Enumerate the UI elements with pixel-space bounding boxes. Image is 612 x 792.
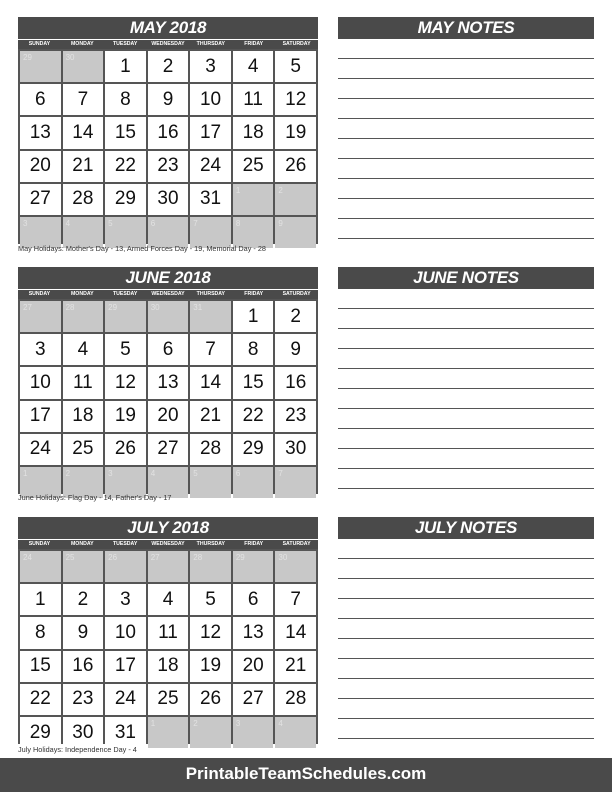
day-cell: 5 [105, 334, 146, 365]
day-cell: 19 [190, 651, 231, 682]
note-line [338, 698, 594, 699]
notes-lines [338, 58, 594, 239]
weekday-header [18, 539, 318, 549]
day-cell-other-month [20, 301, 61, 332]
day-cell-other-month [233, 184, 274, 215]
day-cell: 16 [63, 651, 104, 682]
day-cell: 15 [20, 651, 61, 682]
day-cell: 24 [20, 434, 61, 465]
day-cell: 11 [148, 617, 189, 648]
weekday-label: MONDAY [70, 291, 94, 297]
day-cell: 7 [63, 84, 104, 115]
day-cell: 17 [190, 117, 231, 148]
note-line [338, 658, 594, 659]
note-line [338, 218, 594, 219]
footer-site-name: PrintableTeamSchedules.com [0, 758, 612, 792]
day-number: 1 [23, 468, 28, 478]
weekday-label: THURSDAY [196, 41, 226, 47]
day-number: 27 [23, 303, 32, 312]
day-number: 29 [108, 303, 118, 312]
day-cell: 6 [148, 334, 189, 365]
note-line [338, 448, 594, 449]
day-cell: 13 [233, 617, 274, 648]
day-cell: 25 [233, 151, 274, 182]
day-cell: 31 [105, 717, 146, 748]
day-cell: 14 [275, 617, 316, 648]
day-cell-other-month [148, 301, 189, 332]
note-line [338, 678, 594, 679]
day-cell: 13 [148, 367, 189, 398]
day-cell: 21 [63, 151, 104, 182]
day-cell: 14 [63, 117, 104, 148]
day-cell: 10 [105, 617, 146, 648]
day-cell: 26 [190, 684, 231, 715]
day-cell: 17 [105, 651, 146, 682]
day-cell: 21 [190, 401, 231, 432]
weekday-label: SUNDAY [28, 291, 51, 297]
day-number: 31 [193, 303, 203, 312]
day-cell: 10 [190, 84, 231, 115]
day-cell: 18 [148, 651, 189, 682]
day-number: 29 [23, 53, 32, 62]
day-number: 30 [65, 53, 75, 62]
day-grid [18, 549, 318, 744]
day-number: 3 [235, 718, 241, 728]
day-cell: 12 [275, 84, 316, 115]
note-line [338, 718, 594, 719]
weekday-label: MONDAY [70, 41, 94, 47]
weekday-label: FRIDAY [244, 41, 264, 47]
day-cell: 2 [148, 51, 189, 82]
day-cell: 23 [148, 151, 189, 182]
weekday-label: WEDNESDAY [151, 541, 185, 547]
day-cell: 6 [233, 584, 274, 615]
day-number: 6 [150, 218, 156, 228]
july-notes [338, 517, 594, 739]
day-number: 3 [108, 468, 113, 478]
day-cell: 4 [233, 51, 274, 82]
day-number: 7 [193, 218, 198, 228]
day-grid [18, 49, 318, 244]
weekday-label: WEDNESDAY [151, 291, 185, 297]
weekday-label: SATURDAY [282, 291, 311, 297]
day-number: 8 [235, 218, 241, 228]
note-line [338, 468, 594, 469]
day-number: 4 [278, 718, 283, 728]
day-cell: 20 [148, 401, 189, 432]
day-number: 26 [108, 553, 118, 562]
day-cell: 21 [275, 651, 316, 682]
day-cell: 26 [105, 434, 146, 465]
july-calendar [18, 517, 318, 744]
day-number: 30 [278, 553, 288, 562]
day-cell: 16 [148, 117, 189, 148]
day-cell-other-month [275, 467, 316, 498]
note-line [338, 178, 594, 179]
day-cell: 3 [190, 51, 231, 82]
day-number: 2 [193, 718, 198, 728]
day-cell: 2 [63, 584, 104, 615]
day-cell: 29 [233, 434, 274, 465]
day-cell: 14 [190, 367, 231, 398]
day-number: 5 [193, 468, 198, 478]
day-cell: 8 [233, 334, 274, 365]
note-line [338, 308, 594, 309]
day-cell: 11 [63, 367, 104, 398]
day-cell: 13 [20, 117, 61, 148]
day-cell: 18 [233, 117, 274, 148]
day-cell: 29 [20, 717, 61, 748]
day-number: 28 [193, 553, 203, 562]
day-cell: 25 [148, 684, 189, 715]
day-number: 5 [108, 218, 113, 228]
day-cell: 7 [190, 334, 231, 365]
notes-title: JULY NOTES [338, 517, 594, 539]
day-cell: 24 [105, 684, 146, 715]
day-number: 25 [65, 553, 75, 562]
day-cell-other-month [190, 467, 231, 498]
weekday-header [18, 289, 318, 299]
day-cell: 17 [20, 401, 61, 432]
day-cell: 19 [105, 401, 146, 432]
day-number: 1 [150, 718, 156, 728]
note-line [338, 138, 594, 139]
day-cell-other-month [275, 551, 316, 582]
day-number: 30 [150, 303, 160, 312]
weekday-label: TUESDAY [112, 291, 138, 297]
day-cell: 1 [105, 51, 146, 82]
note-line [338, 118, 594, 119]
day-cell: 4 [63, 334, 104, 365]
note-line [338, 368, 594, 369]
day-cell: 15 [105, 117, 146, 148]
day-cell: 23 [275, 401, 316, 432]
weekday-label: WEDNESDAY [151, 41, 185, 47]
holidays-note: June Holidays: Flag Day - 14, Father's Day - 17 [18, 493, 172, 502]
day-cell: 31 [190, 184, 231, 215]
day-cell-other-month [20, 551, 61, 582]
notes-title: JUNE NOTES [338, 267, 594, 289]
day-cell: 2 [275, 301, 316, 332]
day-cell: 30 [275, 434, 316, 465]
note-line [338, 98, 594, 99]
day-cell: 16 [275, 367, 316, 398]
day-number: 1 [235, 185, 241, 195]
day-cell: 30 [148, 184, 189, 215]
day-cell-other-month [148, 717, 189, 748]
note-line [338, 488, 594, 489]
day-number: 9 [278, 218, 283, 228]
weekday-label: SATURDAY [282, 541, 311, 547]
june-notes [338, 267, 594, 489]
note-line [338, 598, 594, 599]
note-line [338, 78, 594, 79]
day-number: 28 [65, 303, 75, 312]
day-cell: 5 [275, 51, 316, 82]
day-cell-other-month [105, 551, 146, 582]
day-cell: 12 [190, 617, 231, 648]
note-line [338, 388, 594, 389]
day-cell-other-month [190, 717, 231, 748]
day-number: 4 [150, 468, 156, 478]
day-cell: 27 [233, 684, 274, 715]
note-line [338, 328, 594, 329]
notes-lines [338, 308, 594, 489]
note-line [338, 408, 594, 409]
day-cell: 18 [63, 401, 104, 432]
note-line [338, 348, 594, 349]
day-cell-other-month [233, 551, 274, 582]
day-cell: 22 [105, 151, 146, 182]
day-cell-other-month [63, 51, 104, 82]
day-cell: 30 [63, 717, 104, 748]
day-cell: 12 [105, 367, 146, 398]
weekday-label: FRIDAY [244, 291, 264, 297]
day-number: 29 [235, 553, 245, 562]
day-grid [18, 299, 318, 494]
day-cell: 5 [190, 584, 231, 615]
weekday-label: THURSDAY [196, 291, 226, 297]
day-cell-other-month [275, 184, 316, 215]
day-cell-other-month [190, 301, 231, 332]
day-cell: 11 [233, 84, 274, 115]
day-number: 7 [278, 468, 283, 478]
weekday-label: SUNDAY [28, 541, 51, 547]
weekday-label: TUESDAY [112, 41, 138, 47]
may-calendar [18, 17, 318, 244]
day-cell: 20 [20, 151, 61, 182]
day-cell: 28 [275, 684, 316, 715]
day-cell: 3 [105, 584, 146, 615]
holidays-note: May Holidays: Mother's Day - 13, Armed Forces Day - 19, Memorial Day - 28 [18, 244, 266, 253]
day-cell: 1 [20, 584, 61, 615]
day-cell: 28 [63, 184, 104, 215]
day-number: 4 [65, 218, 71, 228]
day-cell: 10 [20, 367, 61, 398]
day-number: 24 [23, 553, 32, 562]
day-number: 2 [278, 185, 283, 195]
month-title: MAY 2018 [18, 17, 318, 39]
day-cell: 27 [148, 434, 189, 465]
day-cell: 8 [105, 84, 146, 115]
day-cell: 26 [275, 151, 316, 182]
note-line [338, 738, 594, 739]
may-notes [338, 17, 594, 239]
note-line [338, 238, 594, 239]
note-line [338, 198, 594, 199]
day-cell-other-month [233, 717, 274, 748]
note-line [338, 158, 594, 159]
day-cell-other-month [233, 467, 274, 498]
day-cell-other-month [63, 301, 104, 332]
day-cell: 24 [190, 151, 231, 182]
note-line [338, 558, 594, 559]
day-cell: 23 [63, 684, 104, 715]
day-number: 27 [150, 553, 160, 562]
weekday-label: FRIDAY [244, 541, 264, 547]
day-cell: 9 [148, 84, 189, 115]
day-cell: 3 [20, 334, 61, 365]
day-cell-other-month [275, 717, 316, 748]
day-cell: 1 [233, 301, 274, 332]
weekday-label: SUNDAY [28, 41, 51, 47]
notes-lines [338, 558, 594, 739]
day-cell: 20 [233, 651, 274, 682]
day-cell-other-month [275, 217, 316, 248]
weekday-header [18, 39, 318, 49]
day-cell: 29 [105, 184, 146, 215]
day-cell: 4 [148, 584, 189, 615]
note-line [338, 428, 594, 429]
day-cell-other-month [63, 551, 104, 582]
day-cell: 28 [190, 434, 231, 465]
notes-title: MAY NOTES [338, 17, 594, 39]
day-number: 2 [65, 468, 71, 478]
june-calendar [18, 267, 318, 494]
day-cell: 22 [20, 684, 61, 715]
day-number: 6 [235, 468, 241, 478]
day-cell-other-month [148, 551, 189, 582]
day-cell-other-month [190, 551, 231, 582]
month-title: JULY 2018 [18, 517, 318, 539]
day-cell: 15 [233, 367, 274, 398]
day-cell: 8 [20, 617, 61, 648]
weekday-label: SATURDAY [282, 41, 311, 47]
note-line [338, 58, 594, 59]
day-cell-other-month [105, 301, 146, 332]
weekday-label: MONDAY [70, 541, 94, 547]
weekday-label: THURSDAY [196, 541, 226, 547]
note-line [338, 638, 594, 639]
day-cell-other-month [20, 51, 61, 82]
day-number: 3 [23, 218, 28, 228]
note-line [338, 578, 594, 579]
day-cell: 22 [233, 401, 274, 432]
holidays-note: July Holidays: Independence Day - 4 [18, 745, 137, 754]
weekday-label: TUESDAY [112, 541, 138, 547]
day-cell: 19 [275, 117, 316, 148]
day-cell: 9 [63, 617, 104, 648]
month-title: JUNE 2018 [18, 267, 318, 289]
note-line [338, 618, 594, 619]
day-cell: 7 [275, 584, 316, 615]
day-cell: 27 [20, 184, 61, 215]
day-cell: 25 [63, 434, 104, 465]
day-cell: 9 [275, 334, 316, 365]
day-cell: 6 [20, 84, 61, 115]
